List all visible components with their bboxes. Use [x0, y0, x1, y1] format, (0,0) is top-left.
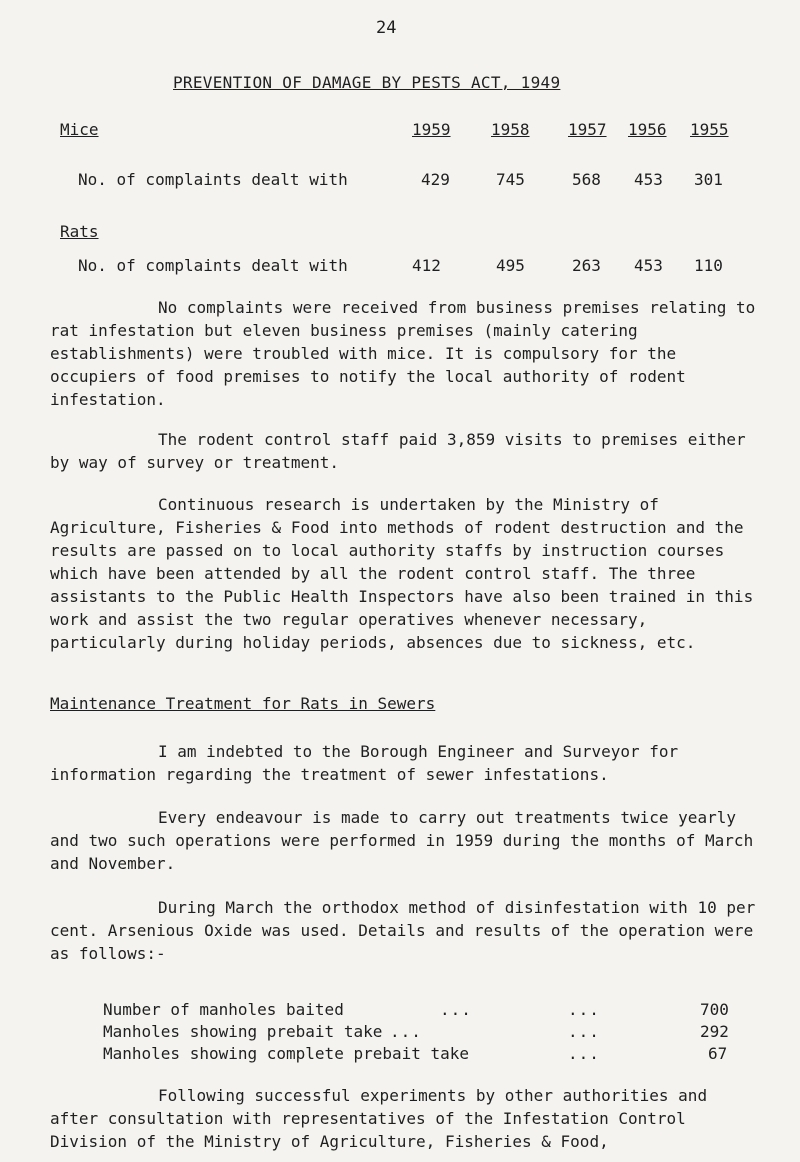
- leader-dots: ...: [390, 1022, 422, 1041]
- year-header: 1956: [628, 120, 667, 139]
- baiting-label: Manholes showing complete prebait take: [103, 1044, 470, 1063]
- year-header: 1957: [568, 120, 607, 139]
- baiting-value: 292: [700, 1022, 729, 1041]
- paragraph-experiments: Following successful experiments by other authorities and after consultation with representatives of the Infestation Control Division of the Ministry of Agriculture, Fisheries & Food,: [50, 1086, 708, 1151]
- paragraph-research: Continuous research is undertaken by the Ministry of Agriculture, Fisheries & Food into methods of rodent destruction and the results are passed on to local authority staffs by instruction courses which have been attended by all the rodent control staff. The three assistants to the Public Health Inspectors have also been trained in this work and assist the two regular operatives whenever necessary, particularly during holiday periods, absences due to sickness, etc.: [50, 495, 754, 652]
- leader-dots: ...: [568, 1022, 600, 1041]
- paragraph-borough-engineer: I am indebted to the Borough Engineer and Surveyor for information regarding the treatment of sewer infestations.: [50, 742, 679, 784]
- year-header: 1959: [412, 120, 451, 139]
- mice-value: 301: [694, 170, 723, 189]
- paragraph-business-premises: No complaints were received from business premises relating to rat infestation but eleven business premises (mainly catering establishments) were troubled with mice. It is compulsory for the occupiers of food premises to notify the local authority of rodent infestation.: [50, 298, 756, 409]
- baiting-label: Manholes showing prebait take: [103, 1022, 383, 1041]
- paragraph-treatments: Every endeavour is made to carry out treatments twice yearly and two such operations were performed in 1959 during the months of March and November.: [50, 808, 754, 873]
- leader-dots: ...: [568, 1000, 600, 1019]
- mice-heading: Mice: [60, 120, 99, 139]
- sewers-heading: Maintenance Treatment for Rats in Sewers: [50, 694, 436, 713]
- page-number: 24: [376, 18, 397, 38]
- rats-value: 263: [572, 256, 601, 275]
- paragraph-visits: The rodent control staff paid 3,859 visits to premises either by way of survey or treatment.: [50, 430, 746, 472]
- paragraph-disinfestation: During March the orthodox method of disinfestation with 10 per cent. Arsenious Oxide was used. Details and results of the operation were as follows:-: [50, 898, 756, 963]
- mice-value: 453: [634, 170, 663, 189]
- baiting-value: 700: [700, 1000, 729, 1019]
- rats-value: 495: [496, 256, 525, 275]
- rats-value: 110: [694, 256, 723, 275]
- leader-dots: ...: [440, 1000, 472, 1019]
- baiting-value: 67: [708, 1044, 728, 1063]
- baiting-label: Number of manholes baited: [103, 1000, 344, 1019]
- rats-value: 453: [634, 256, 663, 275]
- mice-value: 568: [572, 170, 601, 189]
- year-header: 1955: [690, 120, 729, 139]
- mice-value: 429: [421, 170, 450, 189]
- rats-heading: Rats: [60, 222, 99, 241]
- leader-dots: ...: [568, 1044, 600, 1063]
- page-title: PREVENTION OF DAMAGE BY PESTS ACT, 1949: [173, 73, 561, 92]
- year-header: 1958: [491, 120, 530, 139]
- mice-row-label: No. of complaints dealt with: [78, 170, 348, 189]
- mice-value: 745: [496, 170, 525, 189]
- rats-row-label: No. of complaints dealt with: [78, 256, 348, 275]
- rats-value: 412: [412, 256, 441, 275]
